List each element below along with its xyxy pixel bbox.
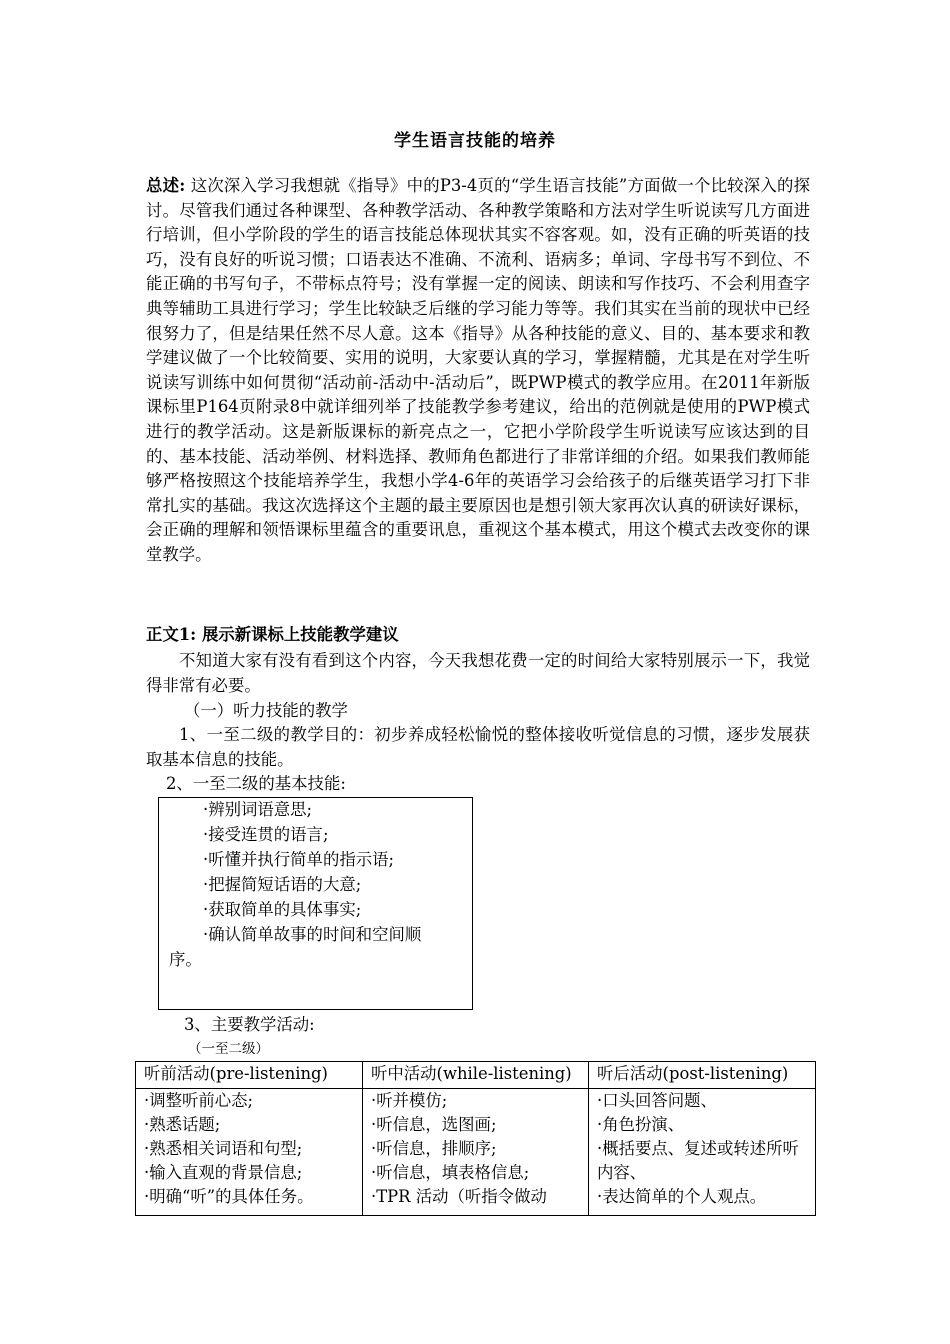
pre-listening-cell: [136, 1089, 363, 1216]
level-note: （一至二级）: [188, 1041, 269, 1057]
list-item: ·听并模仿;: [371, 1091, 448, 1110]
table-row: [136, 1089, 816, 1216]
activities-heading: 3、主要教学活动:: [184, 1015, 315, 1034]
skill-item: ·获取简单的具体事实;: [203, 900, 362, 919]
skill-item: ·把握简短话语的大意;: [203, 875, 362, 894]
list-item: ·输入直观的背景信息;: [144, 1163, 303, 1182]
list-item: ·表达简单的个人观点。: [597, 1187, 767, 1206]
list-item: ·概括要点、复述或转述所听内容、: [597, 1139, 799, 1182]
teaching-goal-paragraph: 1、一至二级的教学目的：初步养成轻松愉悦的整体接收听觉信息的习惯，逐步发展获取基本信息的技能。: [146, 725, 810, 769]
header-post-listening: 听后活动(post-listening): [589, 1062, 816, 1089]
list-item: ·TPR 活动（听指令做动: [371, 1187, 547, 1206]
summary-label: 总述:: [146, 176, 186, 195]
list-item: ·调整听前心态;: [144, 1091, 254, 1110]
list-item: ·听信息，填表格信息;: [371, 1163, 530, 1182]
skill-item-continuation: 序。: [169, 950, 202, 969]
list-item: ·口头回答问题、: [597, 1091, 717, 1110]
list-item: ·听信息，选图画;: [371, 1115, 497, 1134]
activities-table: [135, 1061, 816, 1216]
listening-subheading: （一）听力技能的教学: [184, 701, 348, 720]
while-listening-cell: [363, 1089, 589, 1216]
basic-skills-heading: 2、一至二级的基本技能:: [166, 774, 346, 793]
list-item: ·明确“听”的具体任务。: [144, 1187, 314, 1206]
intro-paragraph: 不知道大家有没有看到这个内容，今天我想花费一定的时间给大家特别展示一下，我觉得非常有必要。: [146, 651, 810, 695]
skill-item: ·听懂并执行简单的指示语;: [203, 850, 395, 869]
skill-item: ·辨别词语意思;: [203, 800, 313, 819]
header-while-listening: 听中活动(while-listening): [363, 1062, 589, 1089]
list-item: ·角色扮演、: [597, 1115, 685, 1134]
section-heading: 正文1: 展示新课标上技能教学建议: [146, 625, 399, 644]
header-pre-listening: 听前活动(pre-listening): [136, 1062, 363, 1089]
summary-text: 这次深入学习我想就《指导》中的P3-4页的“学生语言技能”方面做一个比较深入的探讨。尽管我们通过各种课型、各种教学活动、各种教学策略和方法对学生听说读写几方面进行培训，但小学阶段的学生的语言技能总体现状其实不容客观。如，没有正确的听英语的技巧，没有良好的听说习惯；口语表达不准确、不流利、语病多；单词、字母书写不到位、不能正确的书写句子，不带标点符号；没有掌握一定的阅读、朗读和写作技巧、不会利用查字典等辅助工具进行学习；学生比较缺乏后继的学习能力等等。我们其实在当前的现状中已经很努力了，但是结果任然不尽人意。这本《指导》从各种技能的意义、目的、基本要求和教学建议做了一个比较简要、实用的说明，大家要认真的学习，掌握精髓，尤其是在对学生听说读写训练中如何贯彻“活动前-活动中-活动后”，既PWP模式的教学应用。在2011年新版课标里P164页附录8中就详细列举了技能教学参考建议，给出的范例就是使用的PWP模式进行的教学活动。这是新版课标的新亮点之一，它把小学阶段学生听说读写应该达到的目的、基本技能、活动举例、材料选择、教师角色都进行了非常详细的介绍。如果我们教师能够严格按照这个技能培养学生，我想小学4-6年的英语学习会给孩子的后继英语学习打下非常扎实的基础。我这次选择这个主题的最主要原因也是想引领大家再次认真的研读好课标，会正确的理解和领悟课标里蕴含的重要讯息，重视这个基本模式，用这个模式去改变你的课堂教学。: [146, 176, 810, 564]
summary-paragraph: [146, 174, 810, 568]
skill-item: ·确认简单故事的时间和空间顺: [203, 925, 422, 944]
table-header-row: [136, 1062, 816, 1089]
skills-box: [158, 797, 473, 1010]
document-title: 学生语言技能的培养: [394, 131, 556, 151]
list-item: ·熟悉相关词语和句型;: [144, 1139, 303, 1158]
skill-item: ·接受连贯的语言;: [203, 825, 329, 844]
list-item: ·听信息，排顺序;: [371, 1139, 497, 1158]
post-listening-cell: [589, 1089, 816, 1216]
list-item: ·熟悉话题;: [144, 1115, 221, 1134]
